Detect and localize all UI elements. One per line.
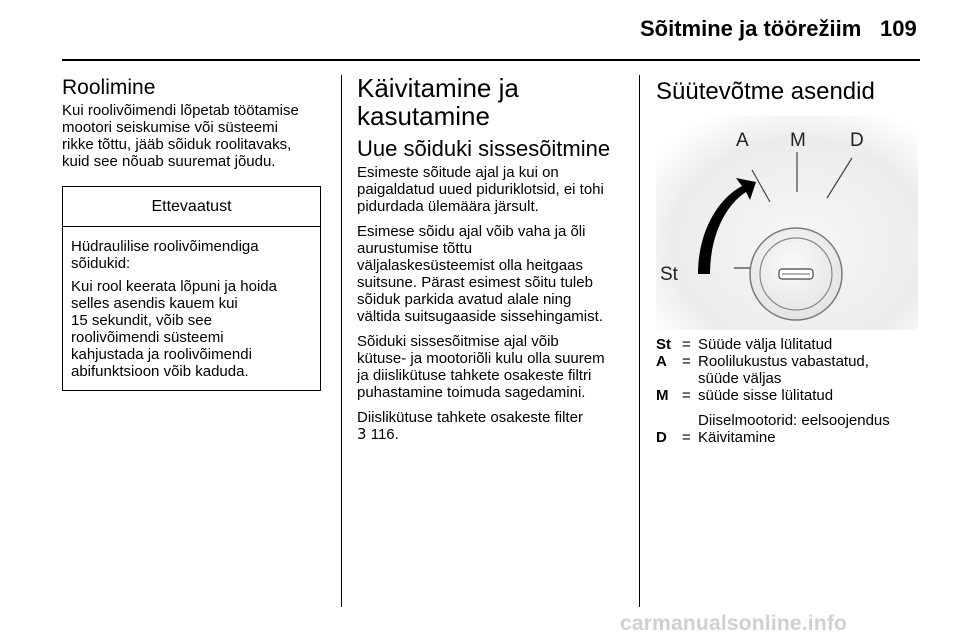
label-d: D	[850, 130, 864, 151]
legend-key: M	[656, 387, 669, 404]
section-heading-steering: Roolimine	[62, 76, 156, 99]
legend-key: St	[656, 336, 671, 353]
text-line: Diislikütuse tahkete osakeste filter	[357, 409, 583, 426]
label-st: St	[660, 264, 678, 285]
text-line: vältida suitsugaaside sissehingamist.	[357, 308, 603, 325]
legend-text: süüde sisse lülitatud	[698, 387, 834, 404]
text-line: Kui roolivõimendi lõpetab töötamise	[62, 102, 299, 119]
page-header-title: Sõitmine ja töörežiim	[640, 16, 862, 41]
running-in-paragraph-4	[357, 409, 629, 443]
text-line: kuid see nõuab suuremat jõudu.	[62, 153, 276, 170]
text-line: Hüdraulilise roolivõimendiga	[71, 238, 259, 255]
text-line: selles asendis kauem kui	[71, 295, 238, 312]
text-line: Roolilukustus vabastatud,	[698, 353, 869, 370]
steering-paragraph	[62, 102, 324, 170]
heading-line: Käivitamine ja	[357, 73, 519, 103]
text-line: ja diislikütuse tahkete osakeste filtri	[357, 367, 592, 384]
text-line: kahjustada ja roolivõimendi	[71, 346, 252, 363]
column-separator-1	[341, 75, 342, 607]
column-steering	[62, 72, 324, 391]
text-line: sõidukid:	[71, 255, 131, 272]
text-line: suitsune. Pärast esimest sõitu tuleb	[357, 274, 593, 291]
text-line: puhastamine toimuda sagedamini.	[357, 384, 586, 401]
text-line: aurustumise tõttu	[357, 240, 473, 257]
legend-equals: =	[682, 387, 691, 404]
column-ignition	[656, 72, 924, 446]
caution-box	[62, 186, 321, 391]
ignition-legend	[656, 336, 924, 446]
caution-paragraph	[71, 238, 312, 272]
legend-text: Süüde välja lülitatud	[698, 336, 833, 353]
legend-equals: =	[682, 429, 691, 446]
text-line: 15 sekundit, võib see	[71, 312, 212, 329]
ignition-diagram	[656, 116, 918, 330]
text-line: Esimeste sõitude ajal ja kui on	[357, 164, 559, 181]
page-number: 109	[880, 16, 917, 41]
text-line: Sõiduki sissesõitmise ajal võib	[357, 333, 559, 350]
legend-text: Käivitamine	[698, 429, 776, 446]
text-line: paigaldatud uued piduriklotsid, ei tohi	[357, 181, 604, 198]
text-line: abifunktsioon võib kaduda.	[71, 363, 249, 380]
label-m: M	[790, 130, 806, 151]
legend-note: Diiselmootorid: eelsoojendus	[698, 412, 890, 429]
header-rule	[62, 59, 920, 61]
page-reference-link[interactable]	[357, 426, 399, 443]
legend-equals: =	[682, 353, 691, 370]
watermark-footer: carmanualsonline.info	[620, 612, 848, 635]
text-line: Kui rool keerata lõpuni ja hoida	[71, 278, 277, 295]
subheading-running-in: Uue sõiduki sissesõitmine	[357, 136, 611, 161]
section-heading-starting	[357, 74, 629, 130]
legend-key: A	[656, 353, 667, 370]
legend-text	[698, 353, 924, 387]
page-reference-number: 116.	[370, 426, 399, 443]
legend-item	[656, 353, 924, 387]
legend-item	[656, 387, 924, 404]
text-line: väljalaskesüsteemist olla heitgaas	[357, 257, 583, 274]
running-in-paragraph-3	[357, 333, 629, 401]
column-starting	[357, 72, 629, 451]
text-line: rikke tõttu, jääb sõiduk roolitavaks,	[62, 136, 292, 153]
page-reference-icon: 3	[357, 425, 367, 443]
caution-paragraph	[71, 278, 312, 380]
text-line: pidurdada ülemäära järsult.	[357, 198, 539, 215]
legend-equals: =	[682, 336, 691, 353]
caution-title: Ettevaatust	[63, 187, 320, 227]
text-line: Esimese sõidu ajal võib vaha ja õli	[357, 223, 586, 240]
text-line: sõiduk parkida avatud alale ning	[357, 291, 572, 308]
running-in-paragraph-1	[357, 164, 629, 215]
text-line: roolivõimendi süsteemi	[71, 329, 224, 346]
column-separator-2	[639, 75, 640, 607]
section-heading-ignition: Süütevõtme asendid	[656, 78, 875, 105]
text-line: kütuse- ja mootoriõli kulu olla suurem	[357, 350, 605, 367]
label-a: A	[736, 130, 749, 151]
caution-body	[63, 227, 320, 390]
legend-item	[656, 429, 924, 446]
legend-key: D	[656, 429, 667, 446]
heading-line: kasutamine	[357, 101, 490, 131]
running-in-paragraph-2	[357, 223, 629, 325]
legend-item	[656, 336, 924, 353]
ignition-switch-figure	[656, 116, 918, 330]
text-line: mootori seiskumise või süsteemi	[62, 119, 278, 136]
text-line: süüde väljas	[698, 370, 782, 387]
